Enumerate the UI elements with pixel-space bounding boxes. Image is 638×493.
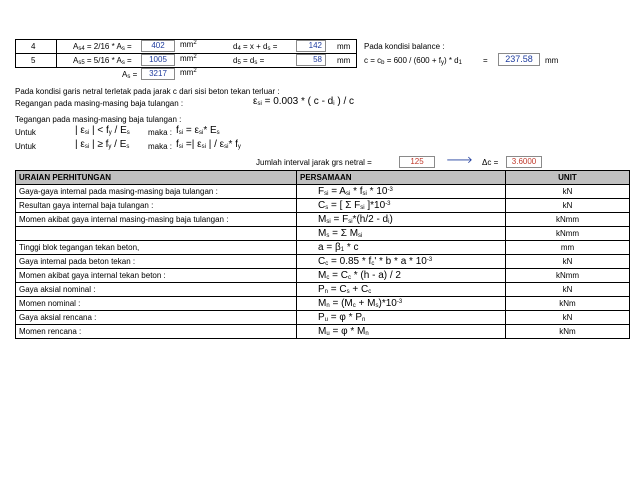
row-unit: kN (506, 199, 630, 213)
row-equation: $M_c = C_c * (h - a) / 2$ (297, 269, 506, 283)
calculation-table (15, 170, 630, 339)
header-description: URAIAN PERHITUNGAN (16, 171, 297, 185)
balance-value[interactable]: 237.58 (498, 53, 540, 66)
row-equation: $M_s = \Sigma$ $M_{si}$ (297, 227, 506, 241)
table-row (16, 199, 630, 213)
row-description: Momen akibat gaya internal tekan beton : (16, 269, 297, 283)
table-row (16, 325, 630, 339)
rebar-depth-formula: $d_5 = d_s$ = (233, 56, 265, 66)
row-description (16, 227, 297, 241)
total-area-value[interactable]: 3217 (141, 68, 175, 80)
row-description: Momen nominal : (16, 297, 297, 311)
rebar-row-no: 4 (31, 42, 36, 51)
table-row (16, 269, 630, 283)
case2-maka: maka : (148, 142, 173, 151)
rebar-area-unit: $mm^2$ (180, 54, 197, 63)
row-unit: kNmm (506, 227, 630, 241)
row-description: Momen akibat gaya internal masing-masing baja tulangan : (16, 213, 297, 227)
total-area-unit: $mm^2$ (180, 68, 197, 77)
case1-result: $f_{si} = \varepsilon_{si}*$ $E_s$ (176, 125, 220, 136)
delta-c-label: Δc = (482, 158, 499, 167)
rebar-area-formula: $A_{s4} = 2/16 * A_s$ = (73, 42, 132, 52)
row-description: Tinggi blok tegangan tekan beton, (16, 241, 297, 255)
balance-condition-label: Pada kondisi balance : (364, 42, 445, 51)
row-equation: $C_s$ = [ Σ $F_{si}$ ]$*10^{-3}$ (297, 199, 506, 213)
row-unit: kN (506, 255, 630, 269)
row-description: Gaya aksial rencana : (16, 311, 297, 325)
neutral-axis-note: Pada kondisi garis netral terletak pada jarak c dari sisi beton tekan terluar : (15, 87, 280, 96)
row-equation: $M_n = (M_c + M_s)*10^{-3}$ (297, 297, 506, 311)
case1-condition: | $\varepsilon_{si}$ | < $f_y / E_s$ (75, 125, 130, 136)
table-row (16, 297, 630, 311)
rebar-depth-value[interactable]: 58 (296, 54, 326, 66)
rebar-area-value[interactable]: 1005 (141, 54, 175, 66)
rebar-depth-value[interactable]: 142 (296, 40, 326, 52)
table-row (16, 227, 630, 241)
row-equation: $F_{si} = A_{si} * f_{si} * 10^{-3}$ (297, 185, 506, 199)
rebar-depth-unit: mm (337, 56, 351, 65)
case1-maka: maka : (148, 128, 173, 137)
table-row (16, 283, 630, 297)
row-unit: kNmm (506, 213, 630, 227)
table-row (16, 241, 630, 255)
row-description: Gaya-gaya internal pada masing-masing baja tulangan : (16, 185, 297, 199)
balance-formula: $c = c_b = 600 / (600 + f_y) * d_1$ (364, 56, 462, 66)
rebar-area-unit: $mm^2$ (180, 40, 197, 49)
table-row (16, 311, 630, 325)
row-description: Gaya internal pada beton tekan : (16, 255, 297, 269)
rebar-area-formula: $A_{s5} = 5/16 * A_s$ = (73, 56, 132, 66)
stress-label: Tegangan pada masing-masing baja tulangan : (15, 115, 182, 124)
header-unit: UNIT (506, 171, 630, 185)
row-equation: $M_u = \varphi * M_n$ (297, 325, 506, 339)
row-unit: kNm (506, 297, 630, 311)
row-equation: $M_{si} = F_{si}*(h/2 - d_i)$ (297, 213, 506, 227)
interval-label: Jumlah interval jarak grs netral = (256, 158, 372, 167)
strain-label: Regangan pada masing-masing baja tulangan : (15, 99, 184, 108)
case1-untuk: Untuk (15, 128, 36, 137)
table-row (16, 213, 630, 227)
row-equation: $a = \beta_1 * c$ (297, 241, 506, 255)
case2-result: $f_{si}$ =| $\varepsilon_{si}$ | / $\varepsilon_{si}*$ $f_y$ (176, 139, 241, 150)
table-row (16, 255, 630, 269)
row-unit: kNm (506, 325, 630, 339)
case2-untuk: Untuk (15, 142, 36, 151)
rebar-area-value[interactable]: 402 (141, 40, 175, 52)
total-area-label: $A_s$ = (122, 70, 138, 80)
row-description: Gaya aksial nominal : (16, 283, 297, 297)
rebar-row-no: 5 (31, 56, 36, 65)
arrow-right-icon: 🡒 (446, 155, 473, 166)
row-description: Momen rencana : (16, 325, 297, 339)
rebar-depth-formula: $d_4 = x + d_s$ = (233, 42, 278, 52)
header-equation: PERSAMAAN (297, 171, 506, 185)
rebar-no-divider (15, 39, 57, 68)
rebar-depth-unit: mm (337, 42, 351, 51)
table-row (16, 185, 630, 199)
row-equation: $C_c = 0.85 * f_c' * b * a * 10^{-3}$ (297, 255, 506, 269)
row-unit: kN (506, 311, 630, 325)
row-equation: $P_n = C_s + C_c$ (297, 283, 506, 297)
row-unit: kN (506, 185, 630, 199)
row-unit: mm (506, 241, 630, 255)
case2-condition: | $\varepsilon_{si}$ | ≥ $f_y / E_s$ (75, 139, 130, 150)
row-description: Resultan gaya internal baja tulangan : (16, 199, 297, 213)
balance-unit: mm (545, 56, 559, 65)
balance-equals: = (483, 56, 488, 65)
row-unit: kNmm (506, 269, 630, 283)
row-equation: $P_u = \varphi * P_n$ (297, 311, 506, 325)
strain-formula: $\varepsilon_{si} = 0.003$ * ( c - $d_i$ ) / c (253, 96, 355, 107)
row-unit: kN (506, 283, 630, 297)
delta-c-value[interactable]: 3.6000 (506, 156, 542, 168)
interval-value[interactable]: 125 (399, 156, 435, 168)
table-header-row (16, 171, 630, 185)
